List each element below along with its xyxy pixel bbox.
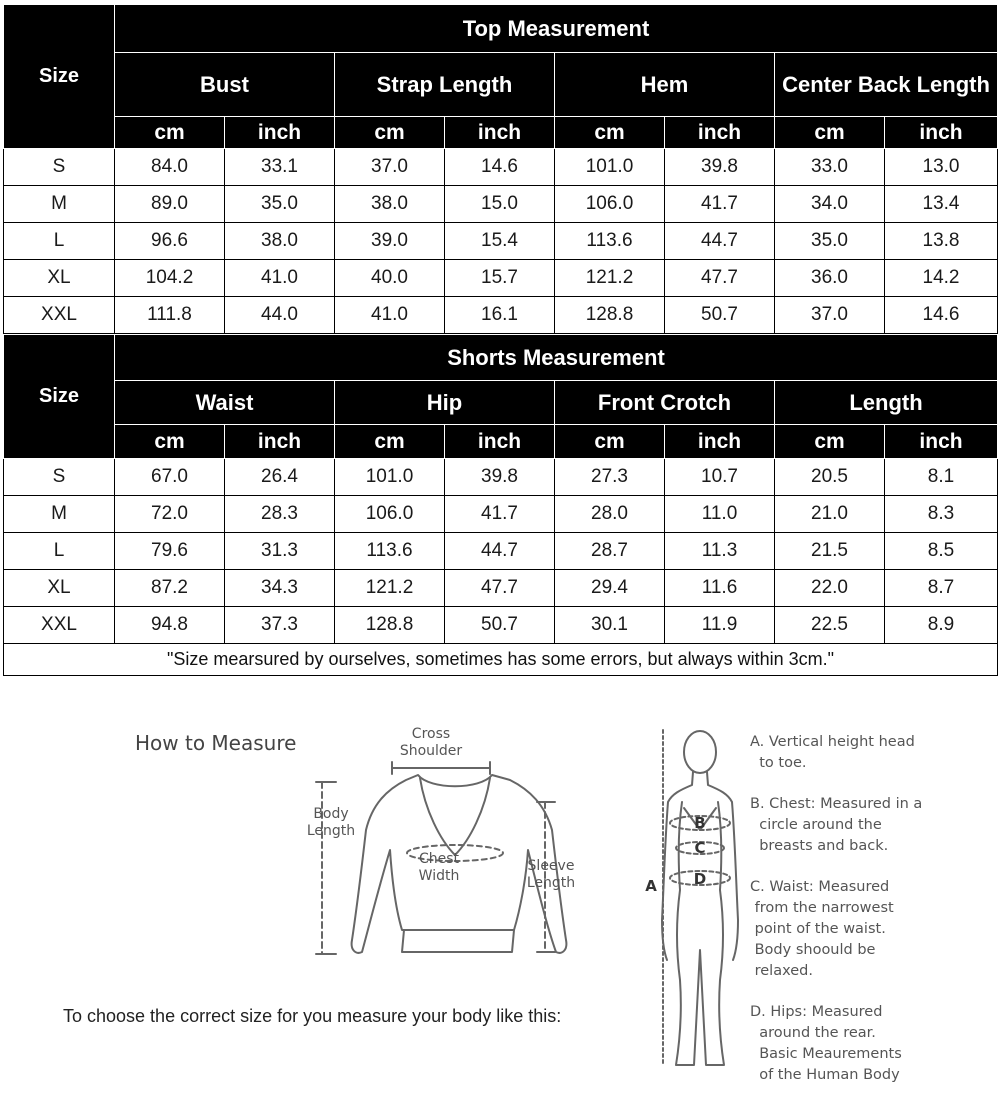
size-header: Size (4, 335, 115, 459)
unit-header: cm (775, 117, 885, 149)
value-cell: 41.7 (445, 496, 555, 533)
value-cell: 31.3 (225, 533, 335, 570)
column-header-center-back-length: Center Back Length (775, 53, 998, 117)
value-cell: 8.3 (885, 496, 998, 533)
table-row (4, 260, 998, 297)
value-cell: 94.8 (115, 607, 225, 644)
table-row (4, 607, 998, 644)
note-b (750, 794, 922, 857)
body-letter-c: C (694, 839, 706, 857)
measurement-disclaimer: "Size mearsured by ourselves, sometimes has some errors, but always within 3cm." (4, 644, 998, 676)
how-to-measure-section (0, 690, 1000, 1114)
unit-header: cm (555, 117, 665, 149)
value-cell: 44.7 (445, 533, 555, 570)
value-cell: 121.2 (335, 570, 445, 607)
value-cell: 89.0 (115, 186, 225, 223)
value-cell: 22.0 (775, 570, 885, 607)
unit-header: cm (115, 425, 225, 459)
size-cell: XXL (4, 607, 115, 644)
unit-header: inch (885, 425, 998, 459)
note-text: Vertical height head to toe. (759, 734, 915, 771)
value-cell: 128.8 (555, 297, 665, 334)
unit-header: cm (115, 117, 225, 149)
value-cell: 21.0 (775, 496, 885, 533)
value-cell: 34.3 (225, 570, 335, 607)
size-cell: M (4, 186, 115, 223)
value-cell: 128.8 (335, 607, 445, 644)
how-to-measure-instruction: To choose the correct size for you measure your body like this: (63, 1006, 562, 1026)
value-cell: 39.0 (335, 223, 445, 260)
value-cell: 113.6 (555, 223, 665, 260)
value-cell: 14.6 (445, 149, 555, 186)
value-cell: 8.7 (885, 570, 998, 607)
value-cell: 106.0 (335, 496, 445, 533)
value-cell: 113.6 (335, 533, 445, 570)
value-cell: 44.7 (665, 223, 775, 260)
size-cell: L (4, 533, 115, 570)
table-title: Shorts Measurement (115, 335, 998, 381)
value-cell: 8.9 (885, 607, 998, 644)
column-header-bust: Bust (115, 53, 335, 117)
value-cell: 39.8 (445, 459, 555, 496)
value-cell: 50.7 (445, 607, 555, 644)
value-cell: 47.7 (445, 570, 555, 607)
size-header: Size (4, 5, 115, 149)
unit-header: inch (665, 425, 775, 459)
value-cell: 33.1 (225, 149, 335, 186)
cross-shoulder-label: Cross Shoulder (399, 726, 463, 759)
unit-header: cm (775, 425, 885, 459)
value-cell: 22.5 (775, 607, 885, 644)
value-cell: 101.0 (335, 459, 445, 496)
table-row (4, 533, 998, 570)
value-cell: 34.0 (775, 186, 885, 223)
unit-header: inch (885, 117, 998, 149)
column-header-waist: Waist (115, 381, 335, 425)
size-cell: XL (4, 260, 115, 297)
value-cell: 28.3 (225, 496, 335, 533)
value-cell: 50.7 (665, 297, 775, 334)
unit-header: cm (335, 117, 445, 149)
value-cell: 29.4 (555, 570, 665, 607)
value-cell: 35.0 (775, 223, 885, 260)
note-letter: D. (750, 1004, 766, 1020)
value-cell: 84.0 (115, 149, 225, 186)
table-row (4, 186, 998, 223)
value-cell: 72.0 (115, 496, 225, 533)
note-text: Chest: Measured in a circle around the breasts and back. (759, 796, 923, 854)
value-cell: 11.9 (665, 607, 775, 644)
unit-header: inch (225, 117, 335, 149)
value-cell: 30.1 (555, 607, 665, 644)
size-cell: L (4, 223, 115, 260)
value-cell: 111.8 (115, 297, 225, 334)
body-letter-d: D (693, 870, 707, 888)
value-cell: 13.0 (885, 149, 998, 186)
table-row (4, 297, 998, 334)
value-cell: 38.0 (335, 186, 445, 223)
sleeve-length-label: Sleeve Length (526, 858, 576, 891)
table-row (4, 223, 998, 260)
value-cell: 14.6 (885, 297, 998, 334)
value-cell: 44.0 (225, 297, 335, 334)
table-row (4, 149, 998, 186)
value-cell: 40.0 (335, 260, 445, 297)
value-cell: 10.7 (665, 459, 775, 496)
chest-width-label: Chest Width (418, 851, 460, 884)
value-cell: 28.7 (555, 533, 665, 570)
value-cell: 41.0 (335, 297, 445, 334)
value-cell: 38.0 (225, 223, 335, 260)
size-cell: XXL (4, 297, 115, 334)
value-cell: 16.1 (445, 297, 555, 334)
value-cell: 11.6 (665, 570, 775, 607)
size-cell: S (4, 149, 115, 186)
value-cell: 13.8 (885, 223, 998, 260)
column-header-length: Length (775, 381, 998, 425)
value-cell: 101.0 (555, 149, 665, 186)
value-cell: 8.1 (885, 459, 998, 496)
unit-header: inch (225, 425, 335, 459)
value-cell: 37.0 (775, 297, 885, 334)
value-cell: 14.2 (885, 260, 998, 297)
unit-row (4, 117, 998, 149)
value-cell: 13.4 (885, 186, 998, 223)
unit-header: cm (335, 425, 445, 459)
unit-row (4, 425, 998, 459)
unit-header: inch (445, 117, 555, 149)
value-cell: 21.5 (775, 533, 885, 570)
value-cell: 67.0 (115, 459, 225, 496)
value-cell: 15.4 (445, 223, 555, 260)
value-cell: 41.0 (225, 260, 335, 297)
how-to-measure-title: How to Measure (135, 731, 297, 755)
table-row (4, 496, 998, 533)
value-cell: 79.6 (115, 533, 225, 570)
value-cell: 36.0 (775, 260, 885, 297)
value-cell: 33.0 (775, 149, 885, 186)
note-letter: A. (750, 734, 765, 750)
value-cell: 28.0 (555, 496, 665, 533)
column-header-hip: Hip (335, 381, 555, 425)
note-a (750, 732, 915, 774)
value-cell: 26.4 (225, 459, 335, 496)
body-letter-b: B (694, 814, 706, 832)
value-cell: 15.0 (445, 186, 555, 223)
table-title: Top Measurement (115, 5, 998, 53)
shorts-measurement-table (3, 334, 998, 676)
body-length-label: Body Length (306, 806, 356, 839)
value-cell: 87.2 (115, 570, 225, 607)
value-cell: 8.5 (885, 533, 998, 570)
value-cell: 11.3 (665, 533, 775, 570)
note-letter: C. (750, 879, 765, 895)
value-cell: 96.6 (115, 223, 225, 260)
value-cell: 27.3 (555, 459, 665, 496)
value-cell: 47.7 (665, 260, 775, 297)
value-cell: 106.0 (555, 186, 665, 223)
unit-header: inch (445, 425, 555, 459)
value-cell: 39.8 (665, 149, 775, 186)
note-c (750, 877, 894, 982)
value-cell: 104.2 (115, 260, 225, 297)
body-letter-a: A (645, 877, 657, 895)
note-text: Waist: Measured from the narrowest point of the waist. Body shoould be relaxed. (754, 879, 894, 979)
value-cell: 11.0 (665, 496, 775, 533)
top-measurement-table (3, 4, 998, 334)
column-header-hem: Hem (555, 53, 775, 117)
size-cell: M (4, 496, 115, 533)
body-sketch-icon (662, 730, 738, 1065)
value-cell: 41.7 (665, 186, 775, 223)
unit-header: inch (665, 117, 775, 149)
column-header-strap-length: Strap Length (335, 53, 555, 117)
value-cell: 37.3 (225, 607, 335, 644)
column-header-front-crotch: Front Crotch (555, 381, 775, 425)
value-cell: 121.2 (555, 260, 665, 297)
table-row (4, 459, 998, 496)
unit-header: cm (555, 425, 665, 459)
note-text: Hips: Measured around the rear. Basic Meaurements of the Human Body (759, 1004, 902, 1083)
size-cell: S (4, 459, 115, 496)
table-row (4, 570, 998, 607)
size-cell: XL (4, 570, 115, 607)
note-letter: B. (750, 796, 765, 812)
value-cell: 37.0 (335, 149, 445, 186)
value-cell: 15.7 (445, 260, 555, 297)
value-cell: 20.5 (775, 459, 885, 496)
value-cell: 35.0 (225, 186, 335, 223)
note-d (750, 1002, 902, 1086)
